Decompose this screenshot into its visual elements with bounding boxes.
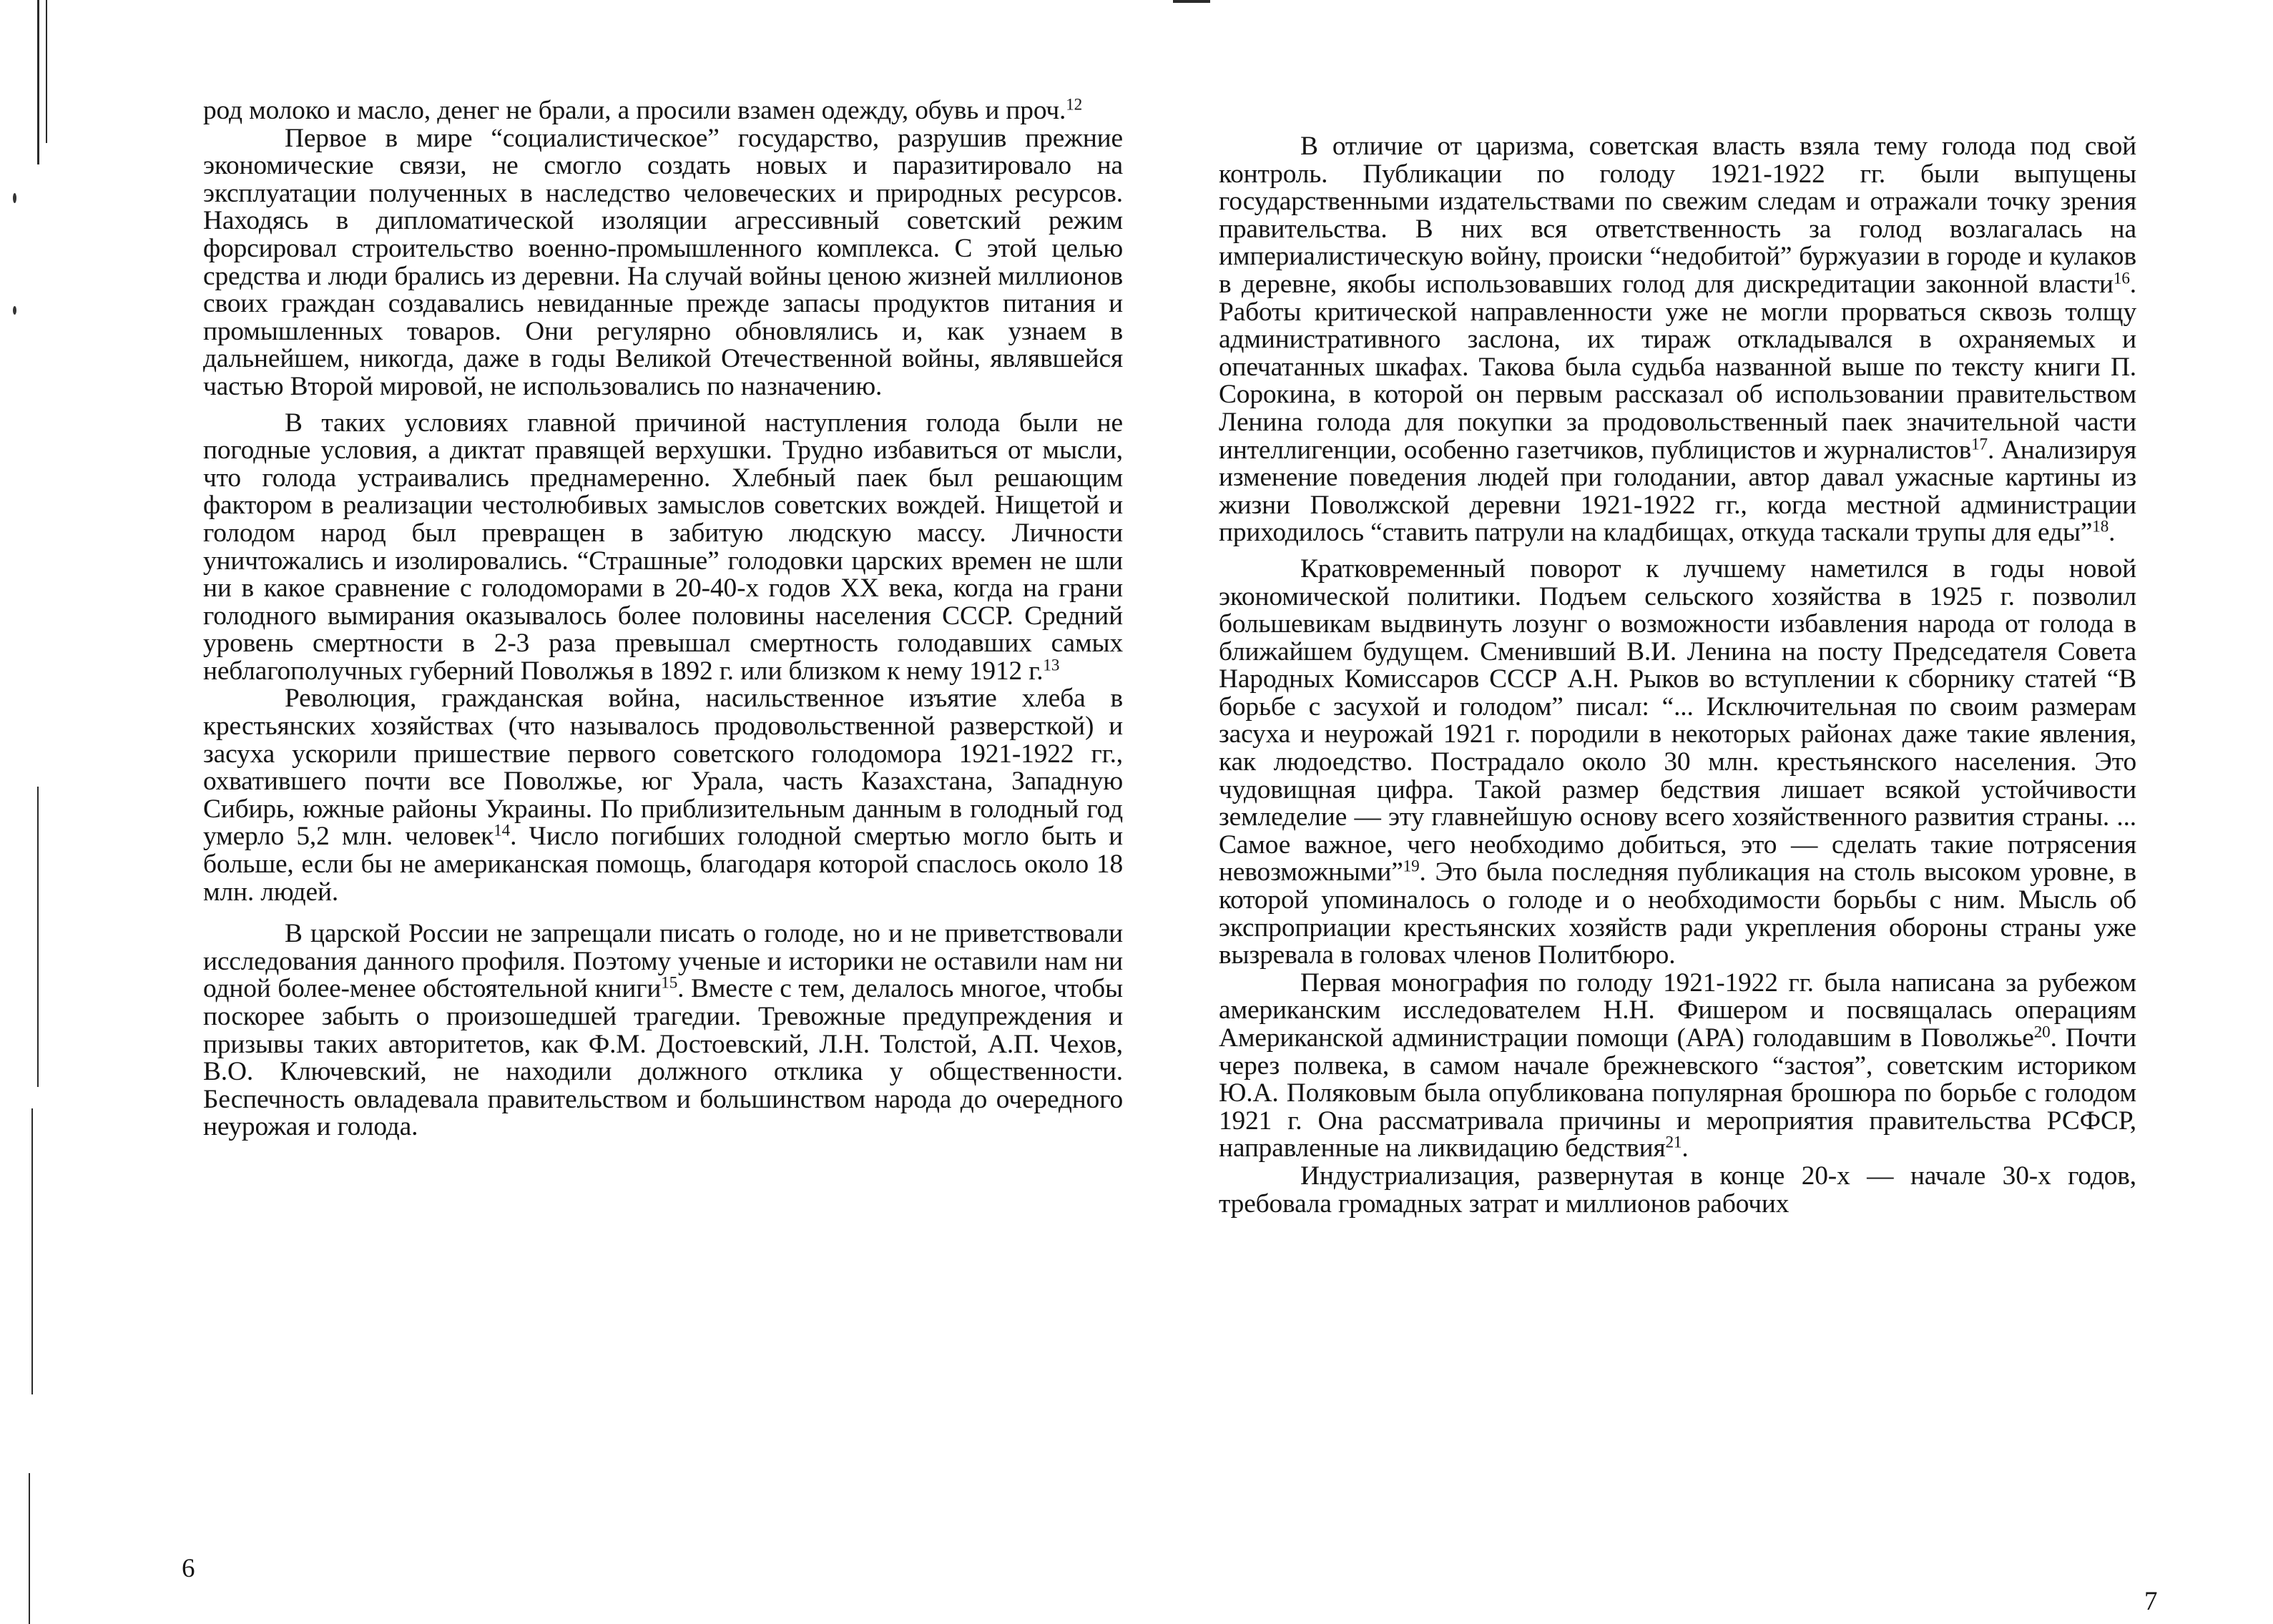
footnote-marker: 15 xyxy=(661,973,678,993)
text-run: В таких условиях главной причиной наступления голода были не погодные условия, а диктат правящей верхушки. Трудно избавиться от мысли, что голода устраивались преднамеренно. Хлебный паек был решающим фактором в реализации честолюбивых замыслов советских вождей. Нищетой и голодом народ был превращен в забитую людскую массу. Личности уничтожались и изолировались. “Страшные” голодовки царских времен не шли ни в какое сравнение с голодоморами в 20-40-х годов XX века, когда на грани голодного вымирания оказывалось более половины населения СССР. Средний уровень смертности в 2-3 раза превышал смертность голодавших самых неблагополучных губерний Поволжья в 1892 г. или близком к нему 1912 г. xyxy=(203,408,1123,686)
paragraph xyxy=(203,125,1123,401)
right-page xyxy=(1136,0,2273,1624)
scan-speck xyxy=(13,193,16,203)
footnote-marker: 18 xyxy=(2092,517,2109,536)
scan-edge-line xyxy=(37,787,39,1087)
text-run: Индустриализация, развернутая в конце 20-х — начале 30-х годов, требовала громадных затрат и миллионов рабочих xyxy=(1219,1161,2136,1219)
footnote-marker: 13 xyxy=(1043,656,1060,675)
text-run: . Почти через полвека, в самом начале брежневского “застоя”, советским историком Ю.А. Поляковым была опубликована популярная брошюра по борьбе с голодом 1921 г. Она рассматривала причины и мероприятия правительства РСФСР, направленные на ликвидацию бедствия xyxy=(1219,1023,2136,1163)
text-run: Революция, гражданская война, насильственное изъятие хлеба в крестьянских хозяйствах (что называлось продовольственной разверсткой) и засуха ускорили пришествие первого советского голодомора 1921-1922 гг., охватившего почти все Поволжье, юг Урала, часть Казахстана, Западную Сибирь, южные районы Украины. По приблизительным данным в голодный год умерло 5,2 млн. человек xyxy=(203,684,1123,852)
text-run: род молоко и масло, денег не брали, а просили взамен одежду, обувь и проч. xyxy=(203,96,1066,125)
paragraph xyxy=(203,685,1123,906)
paragraph xyxy=(203,97,1123,125)
paragraph xyxy=(203,410,1123,686)
scan-top-mark xyxy=(1173,0,1210,3)
paragraph xyxy=(1219,553,2136,970)
scan-edge-line xyxy=(29,1473,30,1624)
text-run: . Это была последняя публикация на столь высоком уровне, в которой упоминалось о голоде и о необходимости борьбы с ним. Мысль об экспроприации крестьянских хозяйств ради укрепления обороны страны уже вызревала в головах членов Политбюро. xyxy=(1219,857,2136,970)
text-run: В царской России не запрещали писать о голоде, но и не приветствовали исследования данного профиля. Поэтому ученые и историки не оставили нам ни одной более-менее обстоятельной книги xyxy=(203,919,1123,1004)
scan-edge-line xyxy=(37,0,39,164)
footnote-marker: 14 xyxy=(494,821,511,840)
paragraph xyxy=(1219,970,2136,1163)
text-run: В отличие от царизма, советская власть взяла тему голода под свой контроль. Публикации по голоду 1921-1922 гг. были выпущены государственными издательствами по свежим следам и отражали точку зрения правительства. В них вся ответственность за голод возлагалась на империалистическую войну, происки “недобитой” буржуазии в городе и кулаков в деревне, якобы использовавших голод для дискредитации законной власти xyxy=(1219,132,2136,299)
footnote-marker: 21 xyxy=(1665,1133,1682,1152)
text-run: . Работы критической направленности уже не могли прорваться сквозь толщу административного заслона, их тираж откладывался в охраняемых и опечатанных шкафах. Такова была судьба названной выше по тексту книги П. Сорокина, в которой он первым рассказал об использовании правительством Ленина голода для покупки за продовольственный паек значительной части интеллигенции, особенно газетчиков, публицистов и журналистов xyxy=(1219,269,2136,465)
text-run: . Анализируя изменение поведения людей при голодании, автор давал ужасные картины из жизни Поволжской деревни 1921-1922 гг., когда местной администрации приходилось “ставить патрули на кладбищах, откуда таскали трупы для еды” xyxy=(1219,435,2136,548)
page-number-right: 7 xyxy=(2144,1587,2158,1616)
footnote-marker: 20 xyxy=(2033,1023,2051,1042)
scan-edge-line xyxy=(46,0,47,143)
footnote-marker: 19 xyxy=(1403,857,1420,876)
right-page-text-column xyxy=(1219,133,2136,1218)
text-run: . Вместе с тем, делалось многое, чтобы поскорее забыть о произошедшей трагедии. Тревожные предупреждения и призывы таких авторитетов, как Ф.М. Достоевский, Л.Н. Толстой, А.П. Чехов, В.О. Ключевский, не находили должного отклика у общественности. Беспечность овладевала правительством и большинством народа до очередного неурожая и голода. xyxy=(203,974,1123,1142)
text-run: Первая монография по голоду 1921-1922 гг. была написана за рубежом американским исследователем Н.Н. Фишером и посвящалась операциям Американской администрации помощи (АРА) голодавшим в Поволжье xyxy=(1219,968,2136,1053)
footnote-marker: 12 xyxy=(1066,95,1083,114)
scan-edge-line xyxy=(31,1108,33,1394)
paragraph xyxy=(203,920,1123,1141)
text-run: . xyxy=(1682,1133,1689,1163)
left-page-text-column xyxy=(203,97,1123,1141)
text-run: Первое в мире “социалистическое” государство, разрушив прежние экономические связи, не смогло создать новых и паразитировало на эксплуатации полученных в наследство человеческих и природных ресурсов. Находясь в дипломатической изоляции агрессивный советский режим форсировал строительство военно-промышленного комплекса. С этой целью средства и люди брались из деревни. На случай войны ценою жизней миллионов своих граждан создавались невиданные прежде запасы продуктов питания и промышленных товаров. Они регулярно обновлялись и, как узнаем в дальнейшем, никогда, даже в годы Великой Отечественной войны, являвшейся частью Второй мировой, не использовались по назначению. xyxy=(203,123,1123,401)
text-run: . Число погибших голодной смертью могло быть и больше, если бы не американская помощь, благодаря которой спаслось около 18 млн. людей. xyxy=(203,822,1123,907)
scan-speck xyxy=(13,306,16,315)
footnote-marker: 17 xyxy=(1971,434,1988,453)
paragraph xyxy=(1219,1163,2136,1218)
left-page xyxy=(0,0,1136,1624)
text-run: Кратковременный поворот к лучшему наметился в годы новой экономической политики. Подъем сельского хозяйства в 1925 г. позволил большевикам выдвинуть лозунг о возможности избавления народа от голода в ближайшем будущем. Сменивший В.И. Ленина на посту Председателя Совета Народных Комиссаров СССР А.Н. Рыков во вступлении к сборнику статей “В борьбе с засухой и голодом” писал: “... Исключительная по своим размерам засуха и неурожай 1921 г. породили в некоторых районах даже такие явления, как людоедство. Пострадало около 30 млн. крестьянского населения. Это чудовищная цифра. Такой размер бедствия лишает всякой устойчивости земледелие — эту главнейшую основу всего хозяйственного развития страны. ... Самое важное, чего необходимо добиться, это — сделать такие потрясения невозможными” xyxy=(1219,553,2136,887)
footnote-marker: 16 xyxy=(2113,269,2130,288)
paragraph xyxy=(1219,133,2136,547)
text-run: . xyxy=(2108,518,2116,548)
page-number-left: 6 xyxy=(182,1554,195,1583)
